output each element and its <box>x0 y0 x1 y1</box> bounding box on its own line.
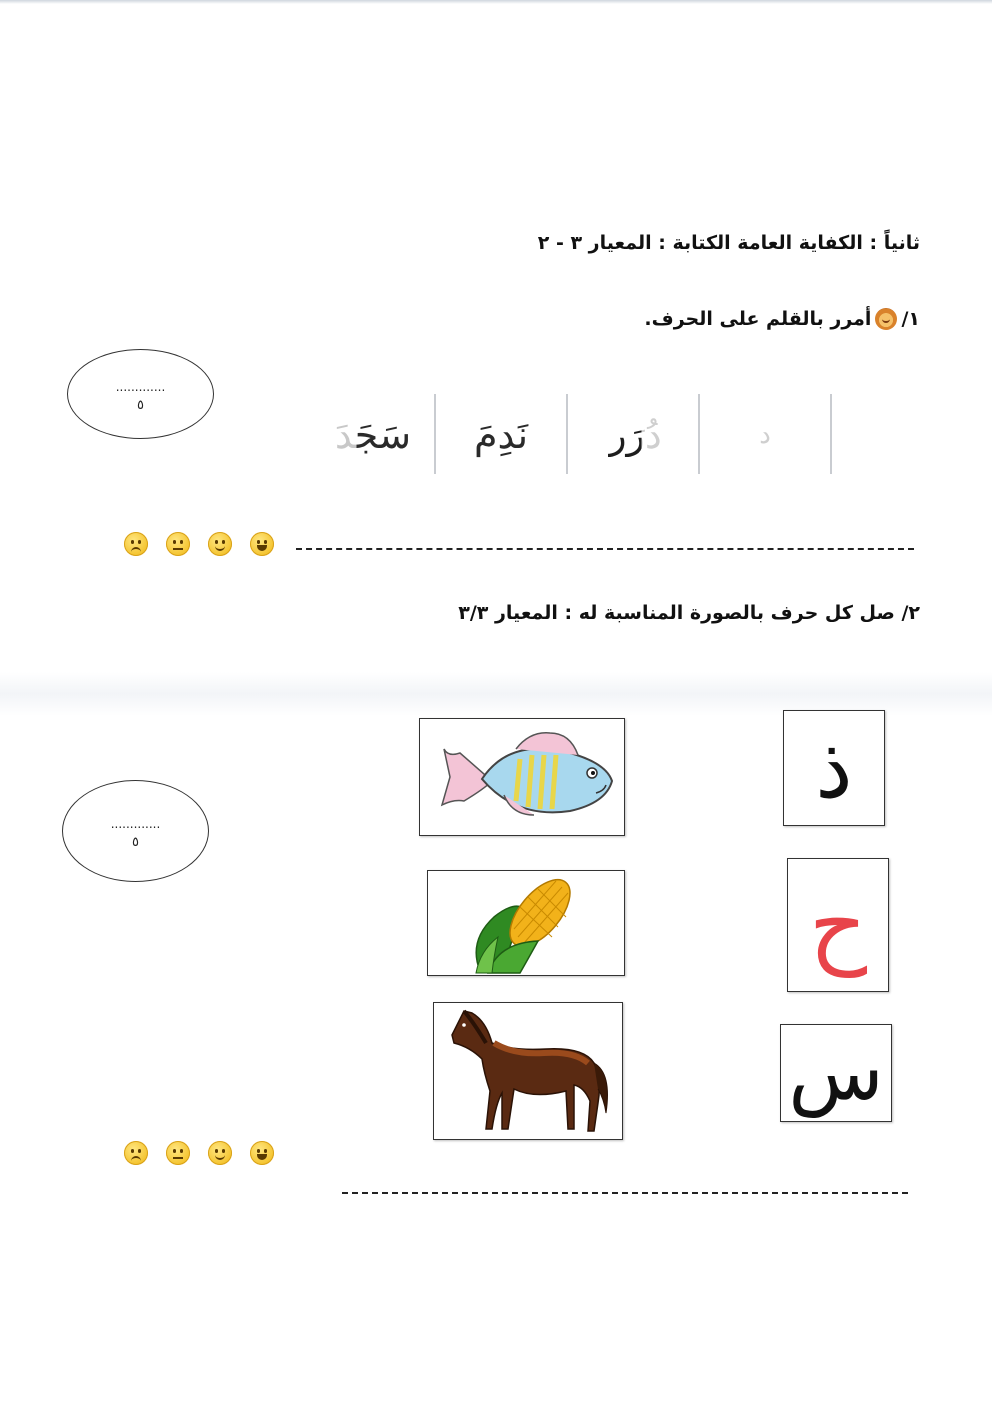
score-blank[interactable]: ............. <box>110 817 161 831</box>
trace-word-sajada[interactable] <box>318 400 428 470</box>
score-blank[interactable]: ............. <box>115 380 166 394</box>
corn-picture[interactable] <box>427 870 625 976</box>
sad-face-icon[interactable] <box>124 532 148 556</box>
question-2-prompt: ٢/ صل كل حرف بالصورة المناسبة له : المعيار ٣/٣ <box>458 602 920 624</box>
smile-face-icon[interactable] <box>208 1141 232 1165</box>
fish-picture[interactable] <box>419 718 625 836</box>
lion-icon <box>875 308 897 330</box>
letter-card-seen[interactable] <box>780 1024 892 1122</box>
fish-icon <box>420 719 624 835</box>
letter-card-ha[interactable] <box>787 858 889 992</box>
letter-text: س <box>788 1028 884 1118</box>
divider <box>434 394 436 474</box>
question-1-score-oval <box>67 349 214 439</box>
trace-word-text: نَدِمَ <box>473 413 529 457</box>
scan-top-edge <box>0 0 992 4</box>
trace-letter-dal[interactable] <box>710 400 820 470</box>
neutral-face-icon[interactable] <box>166 1141 190 1165</box>
horse-picture[interactable] <box>433 1002 623 1140</box>
letter-card-dhal[interactable] <box>783 710 885 826</box>
separator-dashed-line <box>296 548 914 550</box>
question-1-prompt <box>644 308 920 330</box>
grin-face-icon[interactable] <box>250 1141 274 1165</box>
divider <box>698 394 700 474</box>
question-1-number: ١/ <box>901 308 920 330</box>
neutral-face-icon[interactable] <box>166 532 190 556</box>
divider <box>830 394 832 474</box>
trace-word-text: دُرَر <box>608 413 662 457</box>
letter-text: ح <box>808 872 868 978</box>
section-heading: ثانياً : الكفاية العامة الكتابة : المعيار ٣ - ٢ <box>537 232 920 254</box>
question-1-rating-faces <box>124 532 274 556</box>
question-1-text: أمرر بالقلم على الحرف. <box>644 308 872 330</box>
separator-dashed-line <box>342 1192 908 1194</box>
letter-text: ذ <box>815 719 853 817</box>
sad-face-icon[interactable] <box>124 1141 148 1165</box>
divider <box>566 394 568 474</box>
question-2-rating-faces <box>124 1141 274 1165</box>
trace-word-text: سَجَدَ <box>334 413 412 457</box>
question-2-score-oval <box>62 780 209 882</box>
trace-word-text: د <box>759 420 771 450</box>
trace-word-durar[interactable] <box>580 400 690 470</box>
corn-icon <box>428 871 624 975</box>
tracing-words-row <box>318 394 838 476</box>
horse-icon <box>434 1003 622 1139</box>
score-max: ٥ <box>132 835 139 850</box>
grin-face-icon[interactable] <box>250 532 274 556</box>
trace-word-nadima[interactable] <box>446 400 556 470</box>
score-max: ٥ <box>137 398 144 413</box>
smile-face-icon[interactable] <box>208 532 232 556</box>
